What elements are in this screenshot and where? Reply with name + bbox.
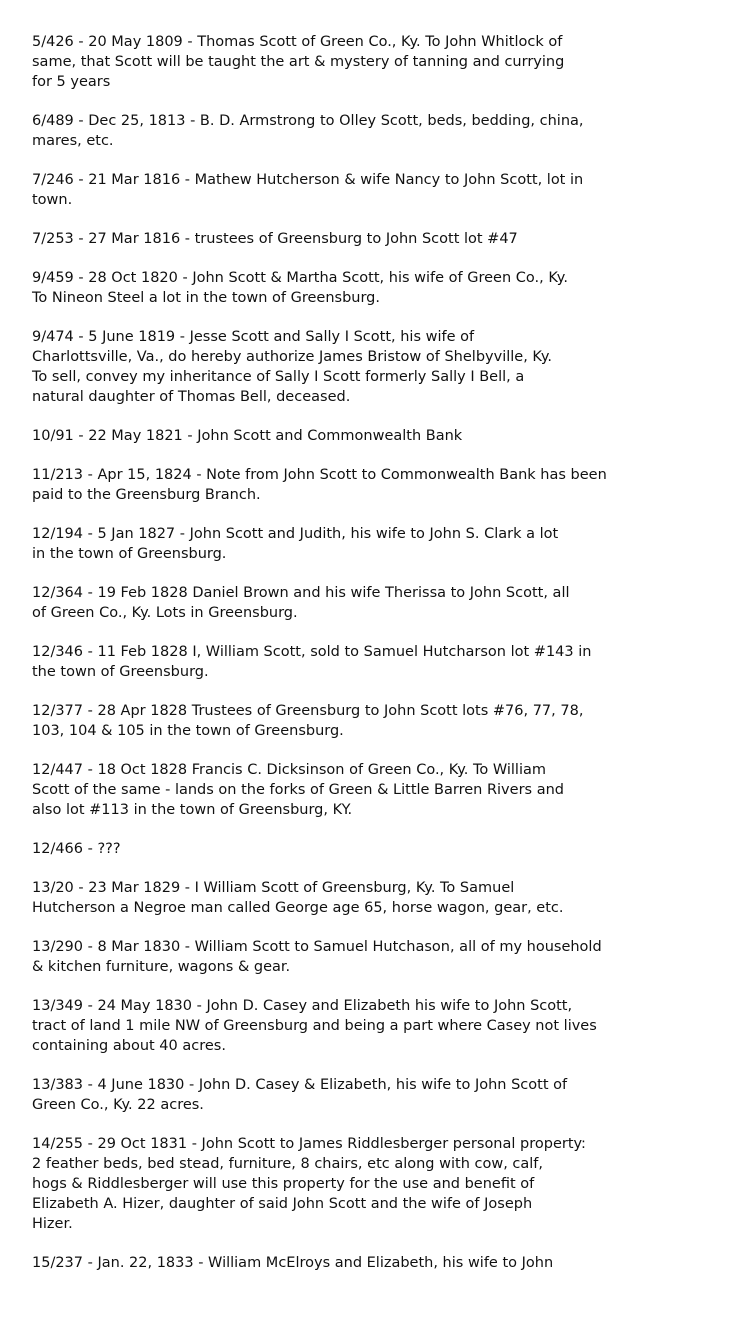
deed-entry (32, 839, 737, 859)
entry-line: also lot #113 in the town of Greensburg, KY. (32, 802, 353, 818)
deed-entry (32, 229, 737, 249)
entry-line: tract of land 1 mile NW of Greensburg and being a part where Casey not lives (32, 1018, 597, 1034)
deed-entry (32, 1134, 737, 1234)
entry-line: 12/447 - 18 Oct 1828 Francis C. Dicksinson of Green Co., Ky. To William (32, 762, 546, 778)
entry-line: same, that Scott will be taught the art & mystery of tanning and currying (32, 54, 565, 70)
entry-line: 10/91 - 22 May 1821 - John Scott and Commonwealth Bank (32, 428, 463, 444)
entry-line: in the town of Greensburg. (32, 546, 227, 562)
entry-line: 11/213 - Apr 15, 1824 - Note from John Scott to Commonwealth Bank has been (32, 467, 607, 483)
entry-line: natural daughter of Thomas Bell, deceased. (32, 389, 351, 405)
entry-line: town. (32, 192, 73, 208)
entry-line: 12/466 - ??? (32, 841, 121, 857)
deed-entry (32, 170, 737, 210)
entry-line: 2 feather beds, bed stead, furniture, 8 chairs, etc along with cow, calf, (32, 1156, 544, 1172)
deed-entries-list (32, 32, 737, 1292)
deed-entry (32, 996, 737, 1056)
entry-line: 7/253 - 27 Mar 1816 - trustees of Greensburg to John Scott lot #47 (32, 231, 518, 247)
entry-line: Elizabeth A. Hizer, daughter of said John Scott and the wife of Joseph (32, 1196, 533, 1212)
deed-entry (32, 583, 737, 623)
entry-line: Hizer. (32, 1216, 73, 1232)
deed-entry (32, 111, 737, 151)
entry-line: 9/474 - 5 June 1819 - Jesse Scott and Sally I Scott, his wife of (32, 329, 475, 345)
entry-line: 12/194 - 5 Jan 1827 - John Scott and Judith, his wife to John S. Clark a lot (32, 526, 559, 542)
entry-line: paid to the Greensburg Branch. (32, 487, 261, 503)
entry-line: To Nineon Steel a lot in the town of Greensburg. (32, 290, 380, 306)
entry-line: mares, etc. (32, 133, 114, 149)
deed-entry (32, 268, 737, 308)
entry-line: 12/377 - 28 Apr 1828 Trustees of Greensburg to John Scott lots #76, 77, 78, (32, 703, 584, 719)
deed-entry (32, 1075, 737, 1115)
entry-line: 13/383 - 4 June 1830 - John D. Casey & Elizabeth, his wife to John Scott of (32, 1077, 568, 1093)
deed-entry (32, 878, 737, 918)
deed-entry (32, 32, 737, 92)
deed-entry (32, 426, 737, 446)
entry-line: containing about 40 acres. (32, 1038, 226, 1054)
entry-line: hogs & Riddlesberger will use this property for the use and benefit of (32, 1176, 535, 1192)
entry-line: Green Co., Ky. 22 acres. (32, 1097, 204, 1113)
entry-line: 5/426 - 20 May 1809 - Thomas Scott of Green Co., Ky. To John Whitlock of (32, 34, 563, 50)
deed-entry (32, 701, 737, 741)
entry-line: 14/255 - 29 Oct 1831 - John Scott to James Riddlesberger personal property: (32, 1136, 586, 1152)
entry-line: of Green Co., Ky. Lots in Greensburg. (32, 605, 298, 621)
entry-line: 103, 104 & 105 in the town of Greensburg. (32, 723, 344, 739)
entry-line: 15/237 - Jan. 22, 1833 - William McElroys and Elizabeth, his wife to John (32, 1255, 554, 1271)
entry-line: 13/290 - 8 Mar 1830 - William Scott to Samuel Hutchason, all of my household (32, 939, 602, 955)
entry-line: Charlottsville, Va., do hereby authorize James Bristow of Shelbyville, Ky. (32, 349, 552, 365)
entry-line: 13/349 - 24 May 1830 - John D. Casey and Elizabeth his wife to John Scott, (32, 998, 573, 1014)
entry-line: for 5 years (32, 74, 111, 90)
entry-line: 6/489 - Dec 25, 1813 - B. D. Armstrong to Olley Scott, beds, bedding, china, (32, 113, 584, 129)
entry-line: To sell, convey my inheritance of Sally I Scott formerly Sally I Bell, a (32, 369, 525, 385)
deed-entry (32, 760, 737, 820)
deed-entry (32, 524, 737, 564)
entry-line: 12/346 - 11 Feb 1828 I, William Scott, sold to Samuel Hutcharson lot #143 in (32, 644, 592, 660)
entry-line: 13/20 - 23 Mar 1829 - I William Scott of Greensburg, Ky. To Samuel (32, 880, 515, 896)
entry-line: 9/459 - 28 Oct 1820 - John Scott & Martha Scott, his wife of Green Co., Ky. (32, 270, 568, 286)
deed-entry (32, 642, 737, 682)
deed-entry (32, 465, 737, 505)
entry-line: & kitchen furniture, wagons & gear. (32, 959, 291, 975)
entry-line: 12/364 - 19 Feb 1828 Daniel Brown and his wife Therissa to John Scott, all (32, 585, 570, 601)
entry-line: Scott of the same - lands on the forks of Green & Little Barren Rivers and (32, 782, 564, 798)
deed-entry (32, 937, 737, 977)
deed-entry (32, 1253, 737, 1273)
entry-line: Hutcherson a Negroe man called George age 65, horse wagon, gear, etc. (32, 900, 564, 916)
deed-entry (32, 327, 737, 407)
entry-line: 7/246 - 21 Mar 1816 - Mathew Hutcherson & wife Nancy to John Scott, lot in (32, 172, 584, 188)
entry-line: the town of Greensburg. (32, 664, 209, 680)
